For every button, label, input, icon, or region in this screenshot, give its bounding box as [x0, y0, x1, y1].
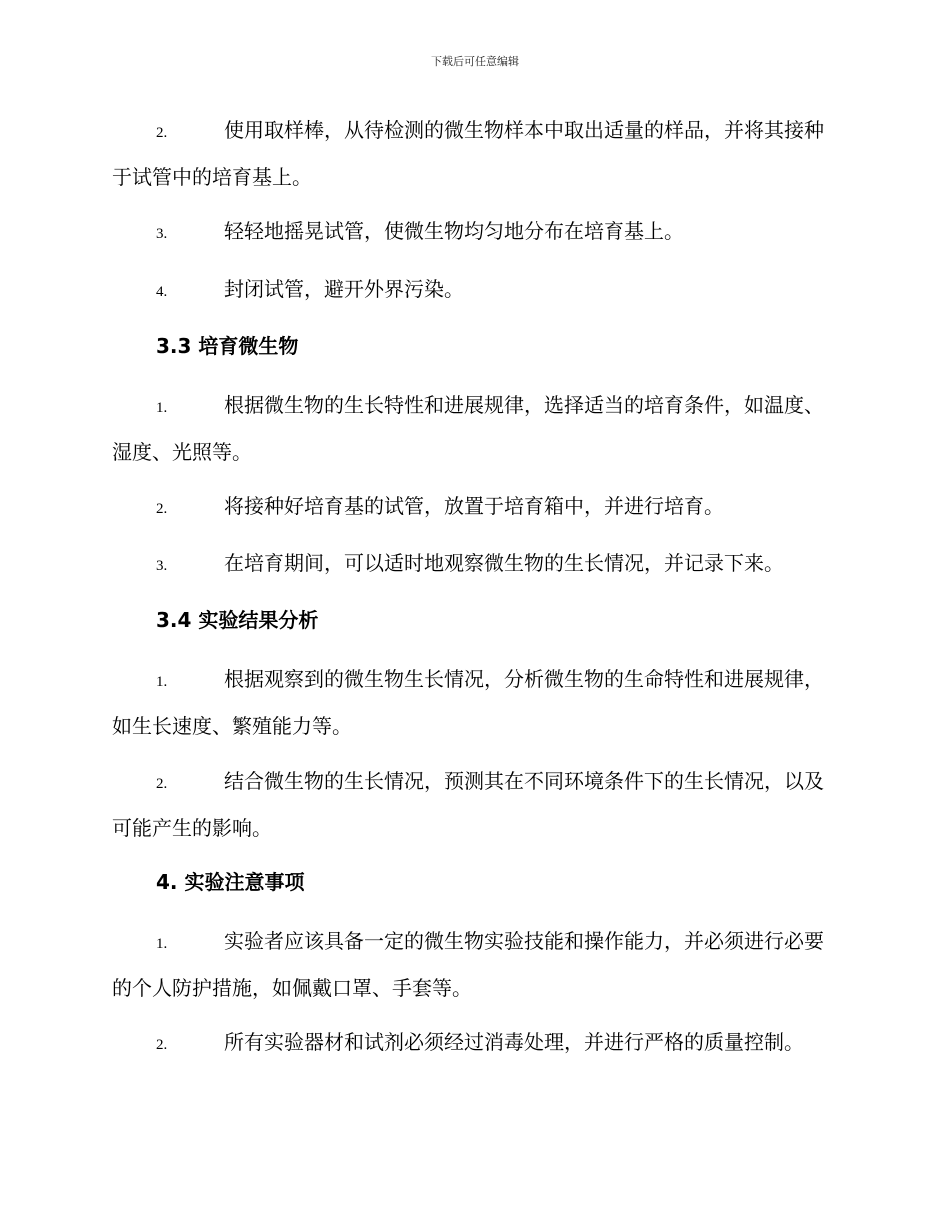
list-item-number: 2. — [156, 1037, 168, 1053]
list-block-precautions-1 — [112, 919, 834, 1010]
list-item-text: 所有实验器材和试剂必须经过消毒处理，并进行严格的质量控制。 — [224, 1030, 804, 1054]
list-block-inoculation — [112, 108, 834, 199]
list-item-text: 将接种好培育基的试管，放置于培育箱中，并进行培育。 — [224, 494, 724, 518]
list-block-inoculation-3 — [112, 267, 834, 314]
list-item — [112, 919, 834, 1010]
list-item — [112, 209, 834, 256]
section-heading-precautions: 4. 实验注意事项 — [156, 870, 305, 894]
page-header: 下载后可任意编辑 — [431, 55, 519, 68]
list-item-text: 使用取样棒，从待检测的微生物样本中取出适量的样品，并将其接种于试管中的培育基上。 — [112, 118, 824, 189]
list-item-number: 3. — [156, 558, 168, 574]
list-item — [112, 484, 834, 531]
list-item — [112, 383, 834, 474]
list-item-number: 1. — [156, 674, 168, 690]
list-block-cultivation-1 — [112, 383, 834, 474]
list-block-cultivation-3 — [112, 541, 834, 588]
list-item-number: 2. — [156, 501, 168, 517]
list-item-text: 根据观察到的微生物生长情况，分析微生物的生命特性和进展规律，如生长速度、繁殖能力等。 — [112, 667, 824, 738]
list-item — [112, 541, 834, 588]
list-item-number: 2. — [156, 125, 168, 141]
section-heading-results: 3.4 实验结果分析 — [156, 608, 319, 632]
list-item-number: 2. — [156, 776, 168, 792]
list-item — [112, 759, 834, 850]
list-block-inoculation-2 — [112, 209, 834, 256]
list-item-text: 封闭试管，避开外界污染。 — [224, 277, 464, 301]
list-item — [112, 1020, 834, 1067]
list-item-text: 在培育期间，可以适时地观察微生物的生长情况，并记录下来。 — [224, 551, 784, 575]
list-block-cultivation-2 — [112, 484, 834, 531]
list-item — [112, 267, 834, 314]
list-item-text: 结合微生物的生长情况，预测其在不同环境条件下的生长情况，以及可能产生的影响。 — [112, 769, 824, 840]
list-item-text: 轻轻地摇晃试管，使微生物均匀地分布在培育基上。 — [224, 219, 684, 243]
list-block-results-1 — [112, 657, 834, 748]
list-block-results-2 — [112, 759, 834, 850]
list-item-number: 4. — [156, 284, 168, 300]
list-item-number: 1. — [156, 400, 168, 416]
list-item-text: 实验者应该具备一定的微生物实验技能和操作能力，并必须进行必要的个人防护措施，如佩戴口罩、手套等。 — [112, 929, 824, 1000]
list-item — [112, 108, 834, 199]
list-item-number: 3. — [156, 226, 168, 242]
list-item-text: 根据微生物的生长特性和进展规律，选择适当的培育条件，如温度、湿度、光照等。 — [112, 393, 824, 464]
list-item-number: 1. — [156, 936, 168, 952]
list-item — [112, 657, 834, 748]
list-block-precautions-2 — [112, 1020, 834, 1067]
section-heading-cultivation: 3.3 培育微生物 — [156, 334, 299, 358]
